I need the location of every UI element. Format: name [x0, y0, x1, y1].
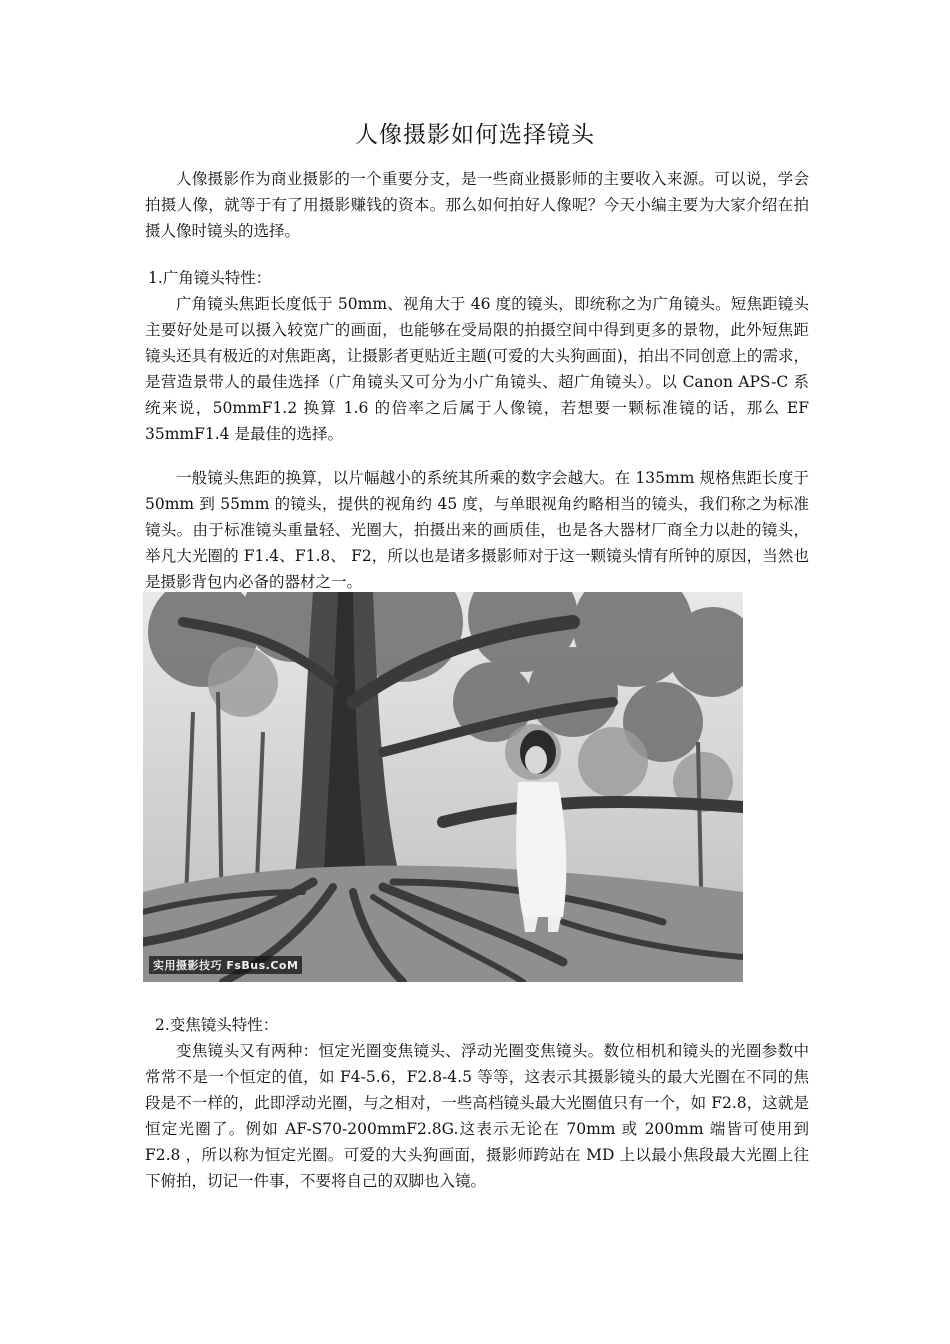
section1-heading: 1.广角镜头特性：	[148, 269, 272, 287]
banyan-tree-portrait-photo	[143, 592, 743, 982]
intro-paragraph: 人像摄影作为商业摄影的一个重要分支，是一些商业摄影师的主要收入来源。可以说，学会拍摄人像，就等于有了用摄影赚钱的资本。那么如何拍好人像呢？今天小编主要为大家介绍在拍摄人像时镜头的选择。	[145, 170, 809, 240]
section2-paragraph-1: 变焦镜头又有两种：恒定光圈变焦镜头、浮动光圈变焦镜头。数位相机和镜头的光圈参数中常常不是一个恒定的值，如 F4-5.6，F2.8-4.5 等等，这表示其摄影镜头的最大光圈在不同的焦段是不一样的，此即浮动光圈，与之相对，一些高档镜头最大光圈值只有一个，如 F2.8，这就是恒定光圈了。例如 AF-S70-200mmF2.8G.这表示无论在 70mm 或 200mm 端皆可使用到 F2.8 ，所以称为恒定光圈。可爱的大头狗画面，摄影师跨站在 MD 上以最小焦段最大光圈上往下俯拍，切记一件事，不要将自己的双脚也入镜。	[145, 1042, 809, 1190]
document-title: 人像摄影如何选择镜头	[355, 122, 595, 148]
photo-watermark: 实用摄影技巧 FsBus.CoM	[149, 956, 302, 974]
photo-illustration	[143, 592, 743, 982]
section1-paragraph-1: 广角镜头焦距长度低于 50mm、视角大于 46 度的镜头，即统称之为广角镜头。短焦距镜头主要好处是可以摄入较宽广的画面，也能够在受局限的拍摄空间中得到更多的景物，此外短焦距镜头还具有极近的对焦距离，让摄影者更贴近主题(可爱的大头狗画面)，拍出不同创意上的需求，是营造景带人的最佳选择（广角镜头又可分为小广角镜头、超广角镜头）。以 Canon APS-C 系统来说，50mmF1.2 换算 1.6 的倍率之后属于人像镜，若想要一颗标准镜的话，那么 EF 35mmF1.4 是最佳的选择。	[145, 295, 809, 443]
section1-paragraph-2: 一般镜头焦距的换算，以片幅越小的系统其所乘的数字会越大。在 135mm 规格焦距长度于 50mm 到 55mm 的镜头，提供的视角约 45 度，与单眼视角约略相当的镜头，我们称之为标准镜头。由于标准镜头重量轻、光圈大，拍摄出来的画质佳，也是各大器材厂商全力以赴的镜头，举凡大光圈的 F1.4、F1.8、 F2，所以也是诸多摄影师对于这一颗镜头情有所钟的原因，当然也是摄影背包内必备的器材之一。	[145, 469, 809, 591]
section2-heading: 2.变焦镜头特性：	[155, 1016, 279, 1034]
